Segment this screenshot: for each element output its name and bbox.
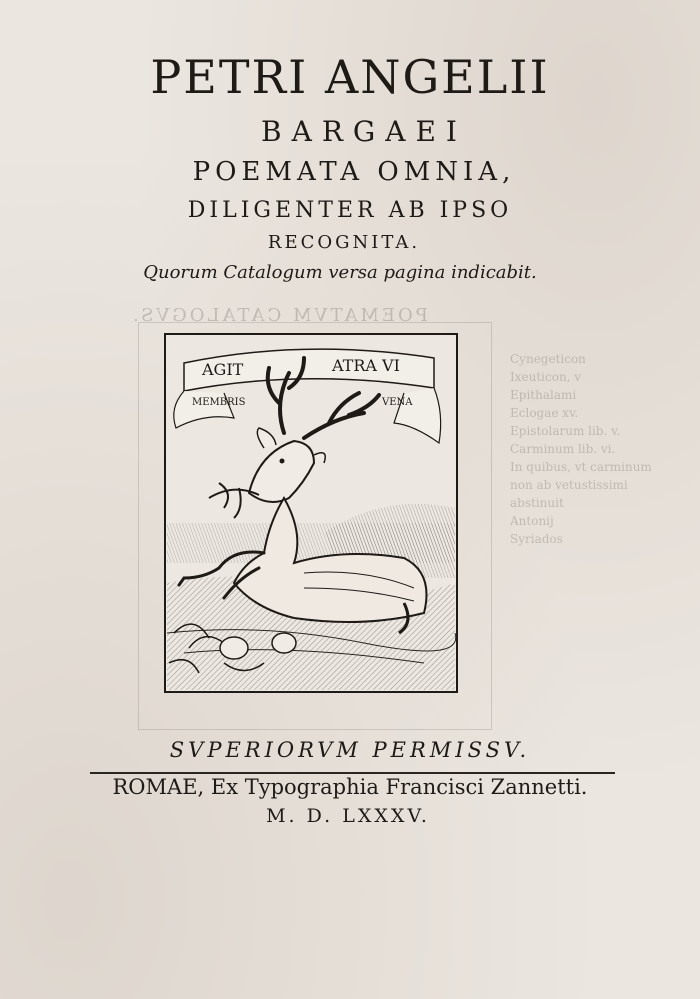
date-line: M. D. LXXXV. (266, 805, 430, 827)
title-line-5: RECOGNITA. (267, 232, 421, 253)
show-through-line: Eclogae xv. (510, 406, 579, 420)
banner-text-lower-right: VENA (382, 397, 413, 408)
show-through-line: non ab vetustissimi (510, 478, 628, 492)
show-through-line: Epistolarum lib. v. (510, 424, 621, 438)
show-through-lines (510, 350, 652, 548)
work-title: POEMATA OMNIA, (192, 157, 516, 187)
catalog-note: Quorum Catalogum versa pagina indicabit. (143, 262, 537, 283)
permission-line: SVPERIORVM PERMISSV. (169, 738, 531, 762)
printer-line: ROMAE, Ex Typographia Francisci Zannetti. (112, 775, 588, 799)
imprint-rule (90, 772, 615, 774)
stag-woodcut-illustration (164, 333, 458, 693)
show-through-line: Cynegeticon (510, 352, 586, 366)
banner-text-lower-left: MEMBRIS (192, 397, 246, 408)
banner-text-left: AGIT (202, 360, 244, 379)
author-name: PETRI ANGELII (150, 50, 550, 104)
show-through-line: Antonij (510, 514, 554, 528)
show-through-line: Syriados (510, 532, 563, 546)
show-through-heading: POEMATVM CATALOGVS. (130, 305, 428, 326)
title-line-4: DILIGENTER AB IPSO (187, 198, 513, 223)
banner-text-right: ATRA VI (332, 356, 400, 375)
author-surname: BARGAEI (261, 115, 467, 148)
show-through-line: abstinuit (510, 496, 564, 510)
show-through-line: Carminum lib. vi. (510, 442, 616, 456)
show-through-line: Ixeuticon, v (510, 370, 582, 384)
show-through-line: In quibus, vt carminum (510, 460, 652, 474)
show-through-line: Epithalami (510, 388, 577, 402)
